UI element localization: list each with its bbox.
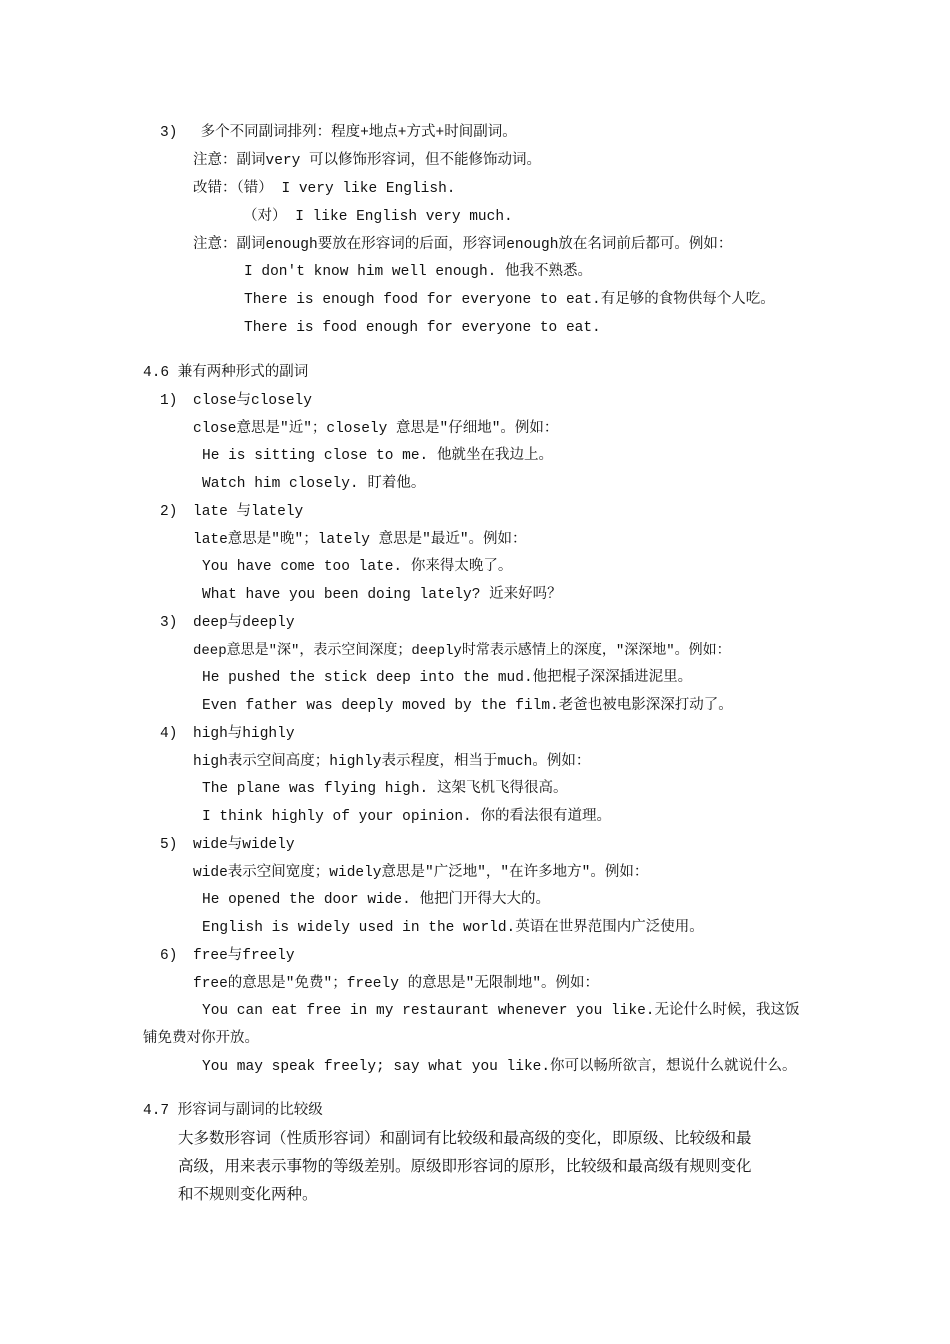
example-line: You may speak freely; say what you like.你可以畅所欲言，想说什么就说什么。 [202, 1059, 797, 1075]
item-title: close与closely [193, 393, 312, 409]
list-item-3: 3) 多个不同副词排列：程度+地点+方式+时间副词。 [160, 125, 517, 141]
example-line: The plane was flying high. 这架飞机飞得很高。 [202, 781, 568, 797]
example-line-continued: 铺免费对你开放。 [143, 1031, 259, 1047]
correction-wrong: 改错：（错） I very like English. [193, 181, 456, 197]
example-line: You have come too late. 你来得太晚了。 [202, 559, 513, 575]
item-number: 3) [160, 615, 178, 631]
example-line: Watch him closely. 盯着他。 [202, 476, 426, 492]
example-line: What have you been doing lately? 近来好吗？ [202, 587, 562, 603]
item-title: free与freely [193, 948, 295, 964]
example-line: English is widely used in the world.英语在世界范围内广泛使用。 [202, 920, 704, 936]
paragraph-line: 高级，用来表示事物的等级差别。原级即形容词的原形，比较级和最高级有规则变化 [178, 1158, 752, 1176]
example-line: He opened the door wide. 他把门开得大大的。 [202, 892, 551, 908]
example-line: He pushed the stick deep into the mud.他把棍子深深插进泥里。 [202, 670, 693, 686]
paragraph-line: 大多数形容词（性质形容词）和副词有比较级和最高级的变化，即原级、比较级和最 [178, 1130, 752, 1148]
note-very: 注意：副词very 可以修饰形容词，但不能修饰动词。 [193, 153, 542, 169]
example-line: You can eat free in my restaurant whenever you like.无论什么时候，我这饭 [202, 1003, 800, 1019]
item-title: late 与lately [193, 504, 304, 520]
item-explanation: deep意思是"深"，表示空间深度；deeply时常表示感情上的深度，"深深地"。例如： [193, 643, 731, 659]
item-explanation: free的意思是"免费"；freely 的意思是"无限制地"。例如： [193, 976, 600, 992]
item-title: wide与widely [193, 837, 295, 853]
paragraph-line: 和不规则变化两种。 [178, 1186, 318, 1204]
note-enough: 注意：副词enough要放在形容词的后面，形容词enough放在名词前后都可。例如： [193, 237, 733, 253]
item-explanation: wide表示空间宽度；widely意思是"广泛地"，"在许多地方"。例如： [193, 865, 649, 881]
example-line: He is sitting close to me. 他就坐在我边上。 [202, 448, 553, 464]
item-explanation: close意思是"近"；closely 意思是"仔细地"。例如： [193, 421, 559, 437]
example-line: Even father was deeply moved by the film.老爸也被电影深深打动了。 [202, 698, 733, 714]
example-line: There is enough food for everyone to eat.有足够的食物供每个人吃。 [244, 292, 775, 308]
item-title: deep与deeply [193, 615, 295, 631]
item-number: 4) [160, 726, 178, 742]
item-number: 5) [160, 837, 178, 853]
example-line: I think highly of your opinion. 你的看法很有道理。 [202, 809, 611, 825]
item-number: 6) [160, 948, 178, 964]
item-number: 2) [160, 504, 178, 520]
item-title: high与highly [193, 726, 295, 742]
item-number: 1) [160, 393, 178, 409]
example-line: I don't know him well enough. 他我不熟悉。 [244, 264, 593, 280]
section-heading-4-6: 4.6 兼有两种形式的副词 [143, 365, 309, 381]
item-explanation: high表示空间高度；highly表示程度，相当于much。例如： [193, 754, 591, 770]
example-line: There is food enough for everyone to eat. [244, 320, 601, 336]
section-heading-4-7: 4.7 形容词与副词的比较级 [143, 1103, 323, 1119]
item-explanation: late意思是"晚"；lately 意思是"最近"。例如： [193, 532, 527, 548]
correction-right: （对） I like English very much. [243, 209, 513, 225]
